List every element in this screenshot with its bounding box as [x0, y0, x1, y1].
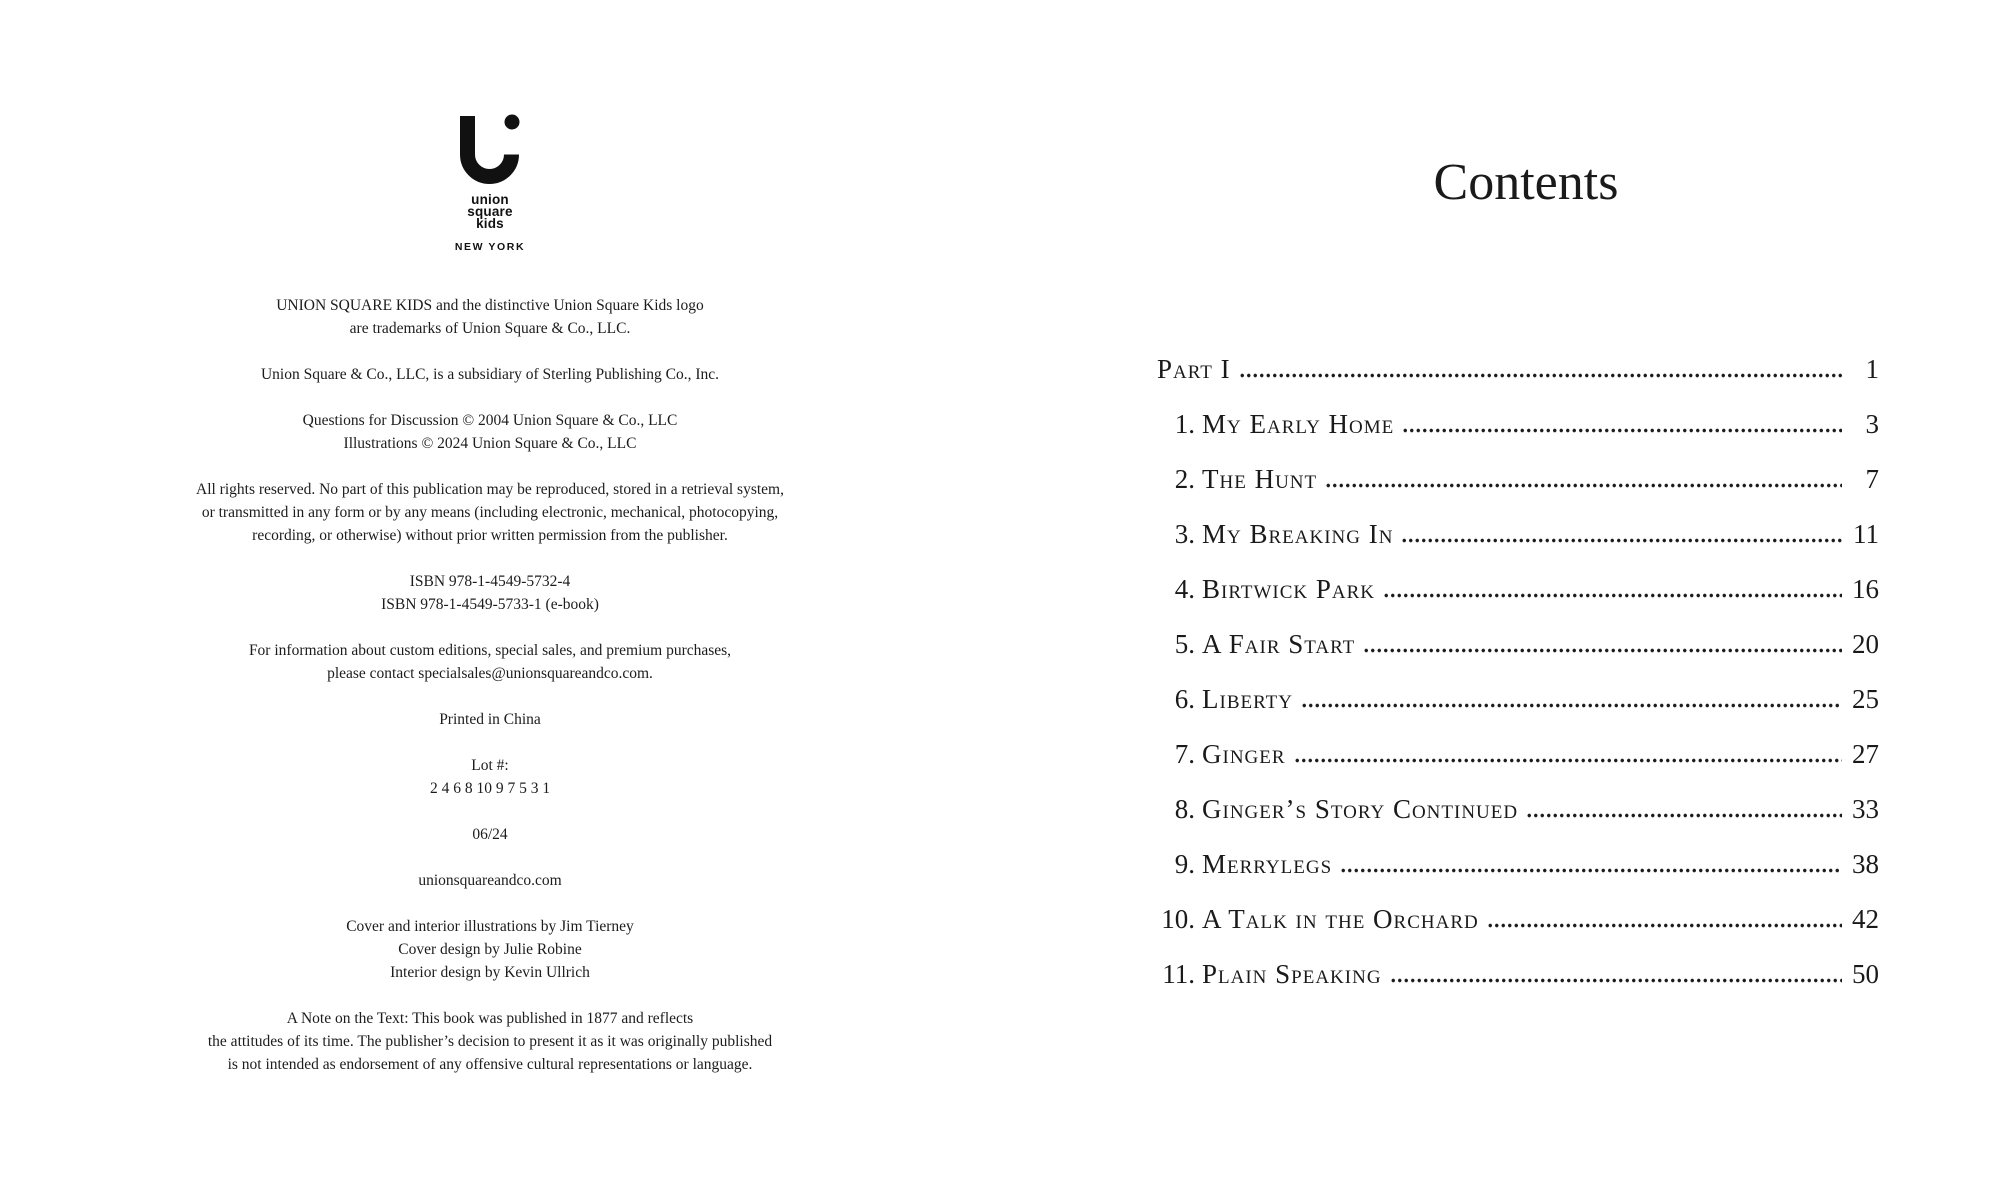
toc [1155, 352, 1879, 1012]
copyright-line: are trademarks of Union Square & Co., LLC. [349, 320, 631, 337]
toc-dot-leader [1340, 847, 1842, 881]
toc-chapter-number: 1. [1174, 409, 1195, 439]
toc-chapter-number: 10. [1161, 904, 1195, 934]
copyright-line: Cover and interior illustrations by Jim Tierney [346, 918, 634, 935]
copyright-line: recording, or otherwise) without prior written permission from the publisher. [252, 527, 728, 544]
toc-title: Birtwick Park [1202, 574, 1376, 604]
toc-page-number: 33 [1852, 794, 1879, 824]
toc-page-number: 38 [1852, 849, 1879, 879]
copyright-paragraph [150, 639, 830, 685]
copyright-paragraph [150, 478, 830, 547]
toc-row [1155, 682, 1879, 716]
toc-row [1155, 957, 1879, 991]
wordmark-line: square [467, 203, 513, 219]
toc-page-number: 20 [1852, 629, 1879, 659]
copyright-paragraph [150, 708, 830, 731]
toc-title: Plain Speaking [1202, 959, 1382, 989]
copyright-text [150, 294, 830, 1099]
copyright-line: ISBN 978-1-4549-5732-4 [409, 573, 571, 590]
toc-dot-leader [1239, 352, 1842, 386]
toc-chapter-number: 3. [1174, 519, 1195, 549]
toc-dot-leader [1526, 792, 1842, 826]
toc-title: Liberty [1202, 684, 1293, 714]
toc-row [1155, 902, 1879, 936]
toc-title: My Breaking In [1202, 519, 1394, 549]
toc-dot-leader [1383, 572, 1842, 606]
toc-row [1155, 792, 1879, 826]
toc-dot-leader [1390, 957, 1842, 991]
copyright-line: Union Square & Co., LLC, is a subsidiary of Sterling Publishing Co., Inc. [260, 366, 720, 383]
toc-chapter-number: 2. [1174, 464, 1195, 494]
toc-chapter-number: 9. [1174, 849, 1195, 879]
toc-title: A Talk in the Orchard [1202, 904, 1479, 934]
toc-chapter-number: 8. [1174, 794, 1195, 824]
toc-row [1155, 627, 1879, 661]
toc-chapter-number: 7. [1174, 739, 1195, 769]
copyright-paragraph [150, 754, 830, 800]
toc-title: The Hunt [1202, 464, 1318, 494]
toc-row [1155, 462, 1879, 496]
copyright-line: 2 4 6 8 10 9 7 5 3 1 [429, 780, 551, 797]
toc-row [1155, 407, 1879, 441]
publisher-city: NEW YORK [454, 241, 526, 254]
publisher-logo [150, 114, 830, 253]
toc-page-number: 16 [1852, 574, 1879, 604]
toc-page-number: 7 [1865, 464, 1879, 494]
toc-dot-leader [1325, 462, 1842, 496]
copyright-line: unionsquareandco.com [418, 872, 562, 889]
toc-dot-leader [1363, 627, 1842, 661]
toc-title: Merrylegs [1202, 849, 1333, 879]
copyright-line: For information about custom editions, special sales, and premium purchases, [248, 642, 732, 659]
copyright-line: Printed in China [439, 711, 541, 728]
toc-chapter-number: 6. [1174, 684, 1195, 714]
copyright-paragraph [150, 570, 830, 616]
toc-title: Ginger’s Story Continued [1202, 794, 1519, 824]
copyright-line: ISBN 978-1-4549-5733-1 (e-book) [381, 596, 599, 613]
wordmark-line: kids [476, 215, 504, 231]
copyright-line: A Note on the Text: This book was published in 1877 and reflects [286, 1010, 694, 1027]
toc-chapter-number: 5. [1174, 629, 1195, 659]
toc-page-number: 50 [1852, 959, 1879, 989]
toc-page-number: 42 [1852, 904, 1879, 934]
union-square-kids-logo-icon [460, 114, 520, 184]
toc-row [1155, 517, 1879, 551]
wordmark-line: union [471, 192, 509, 207]
toc-title: My Early Home [1202, 409, 1395, 439]
toc-dot-leader [1401, 517, 1842, 551]
copyright-line: Lot #: [471, 757, 509, 774]
toc-page-number: 25 [1852, 684, 1879, 714]
copyright-paragraph [150, 823, 830, 846]
copyright-paragraph [150, 409, 830, 455]
toc-chapter-number: 4. [1174, 574, 1195, 604]
copyright-line: UNION SQUARE KIDS and the distinctive Union Square Kids logo [276, 297, 704, 314]
copyright-line: Questions for Discussion © 2004 Union Square & Co., LLC [302, 412, 678, 429]
toc-page-number: 11 [1853, 519, 1879, 549]
copyright-paragraph [150, 363, 830, 386]
copyright-line: Interior design by Kevin Ullrich [390, 964, 590, 981]
toc-page-number: 27 [1852, 739, 1879, 769]
copyright-line: please contact specialsales@unionsquareandco.com. [327, 665, 653, 682]
copyright-paragraph [150, 294, 830, 340]
toc-title: Part I [1157, 354, 1231, 384]
toc-page-number: 1 [1865, 354, 1879, 384]
copyright-line: the attitudes of its time. The publisher’s decision to present it as it was originally published [207, 1033, 773, 1050]
toc-row [1155, 572, 1879, 606]
copyright-paragraph [150, 869, 830, 892]
toc-dot-leader [1487, 902, 1842, 936]
publisher-wordmark [150, 194, 830, 229]
copyright-line: Cover design by Julie Robine [398, 941, 582, 958]
copyright-line: Illustrations © 2024 Union Square & Co., LLC [343, 435, 637, 452]
toc-dot-leader [1301, 682, 1842, 716]
copyright-line: is not intended as endorsement of any offensive cultural representations or language. [227, 1056, 753, 1073]
copyright-line: 06/24 [472, 826, 508, 843]
toc-part-row [1155, 352, 1879, 386]
toc-row [1155, 847, 1879, 881]
toc-page-number: 3 [1865, 409, 1879, 439]
copyright-paragraph [150, 915, 830, 984]
contents-page-title: Contents [1433, 154, 1619, 211]
toc-chapter-number: 11. [1162, 959, 1195, 989]
toc-dot-leader [1294, 737, 1842, 771]
copyright-line: All rights reserved. No part of this publication may be reproduced, stored in a retrieval system, [196, 481, 784, 498]
toc-title: A Fair Start [1202, 629, 1356, 659]
copyright-paragraph [150, 1007, 830, 1076]
toc-row [1155, 737, 1879, 771]
toc-dot-leader [1402, 407, 1842, 441]
copyright-line: or transmitted in any form or by any means (including electronic, mechanical, photocopying, [201, 504, 779, 521]
toc-title: Ginger [1202, 739, 1286, 769]
